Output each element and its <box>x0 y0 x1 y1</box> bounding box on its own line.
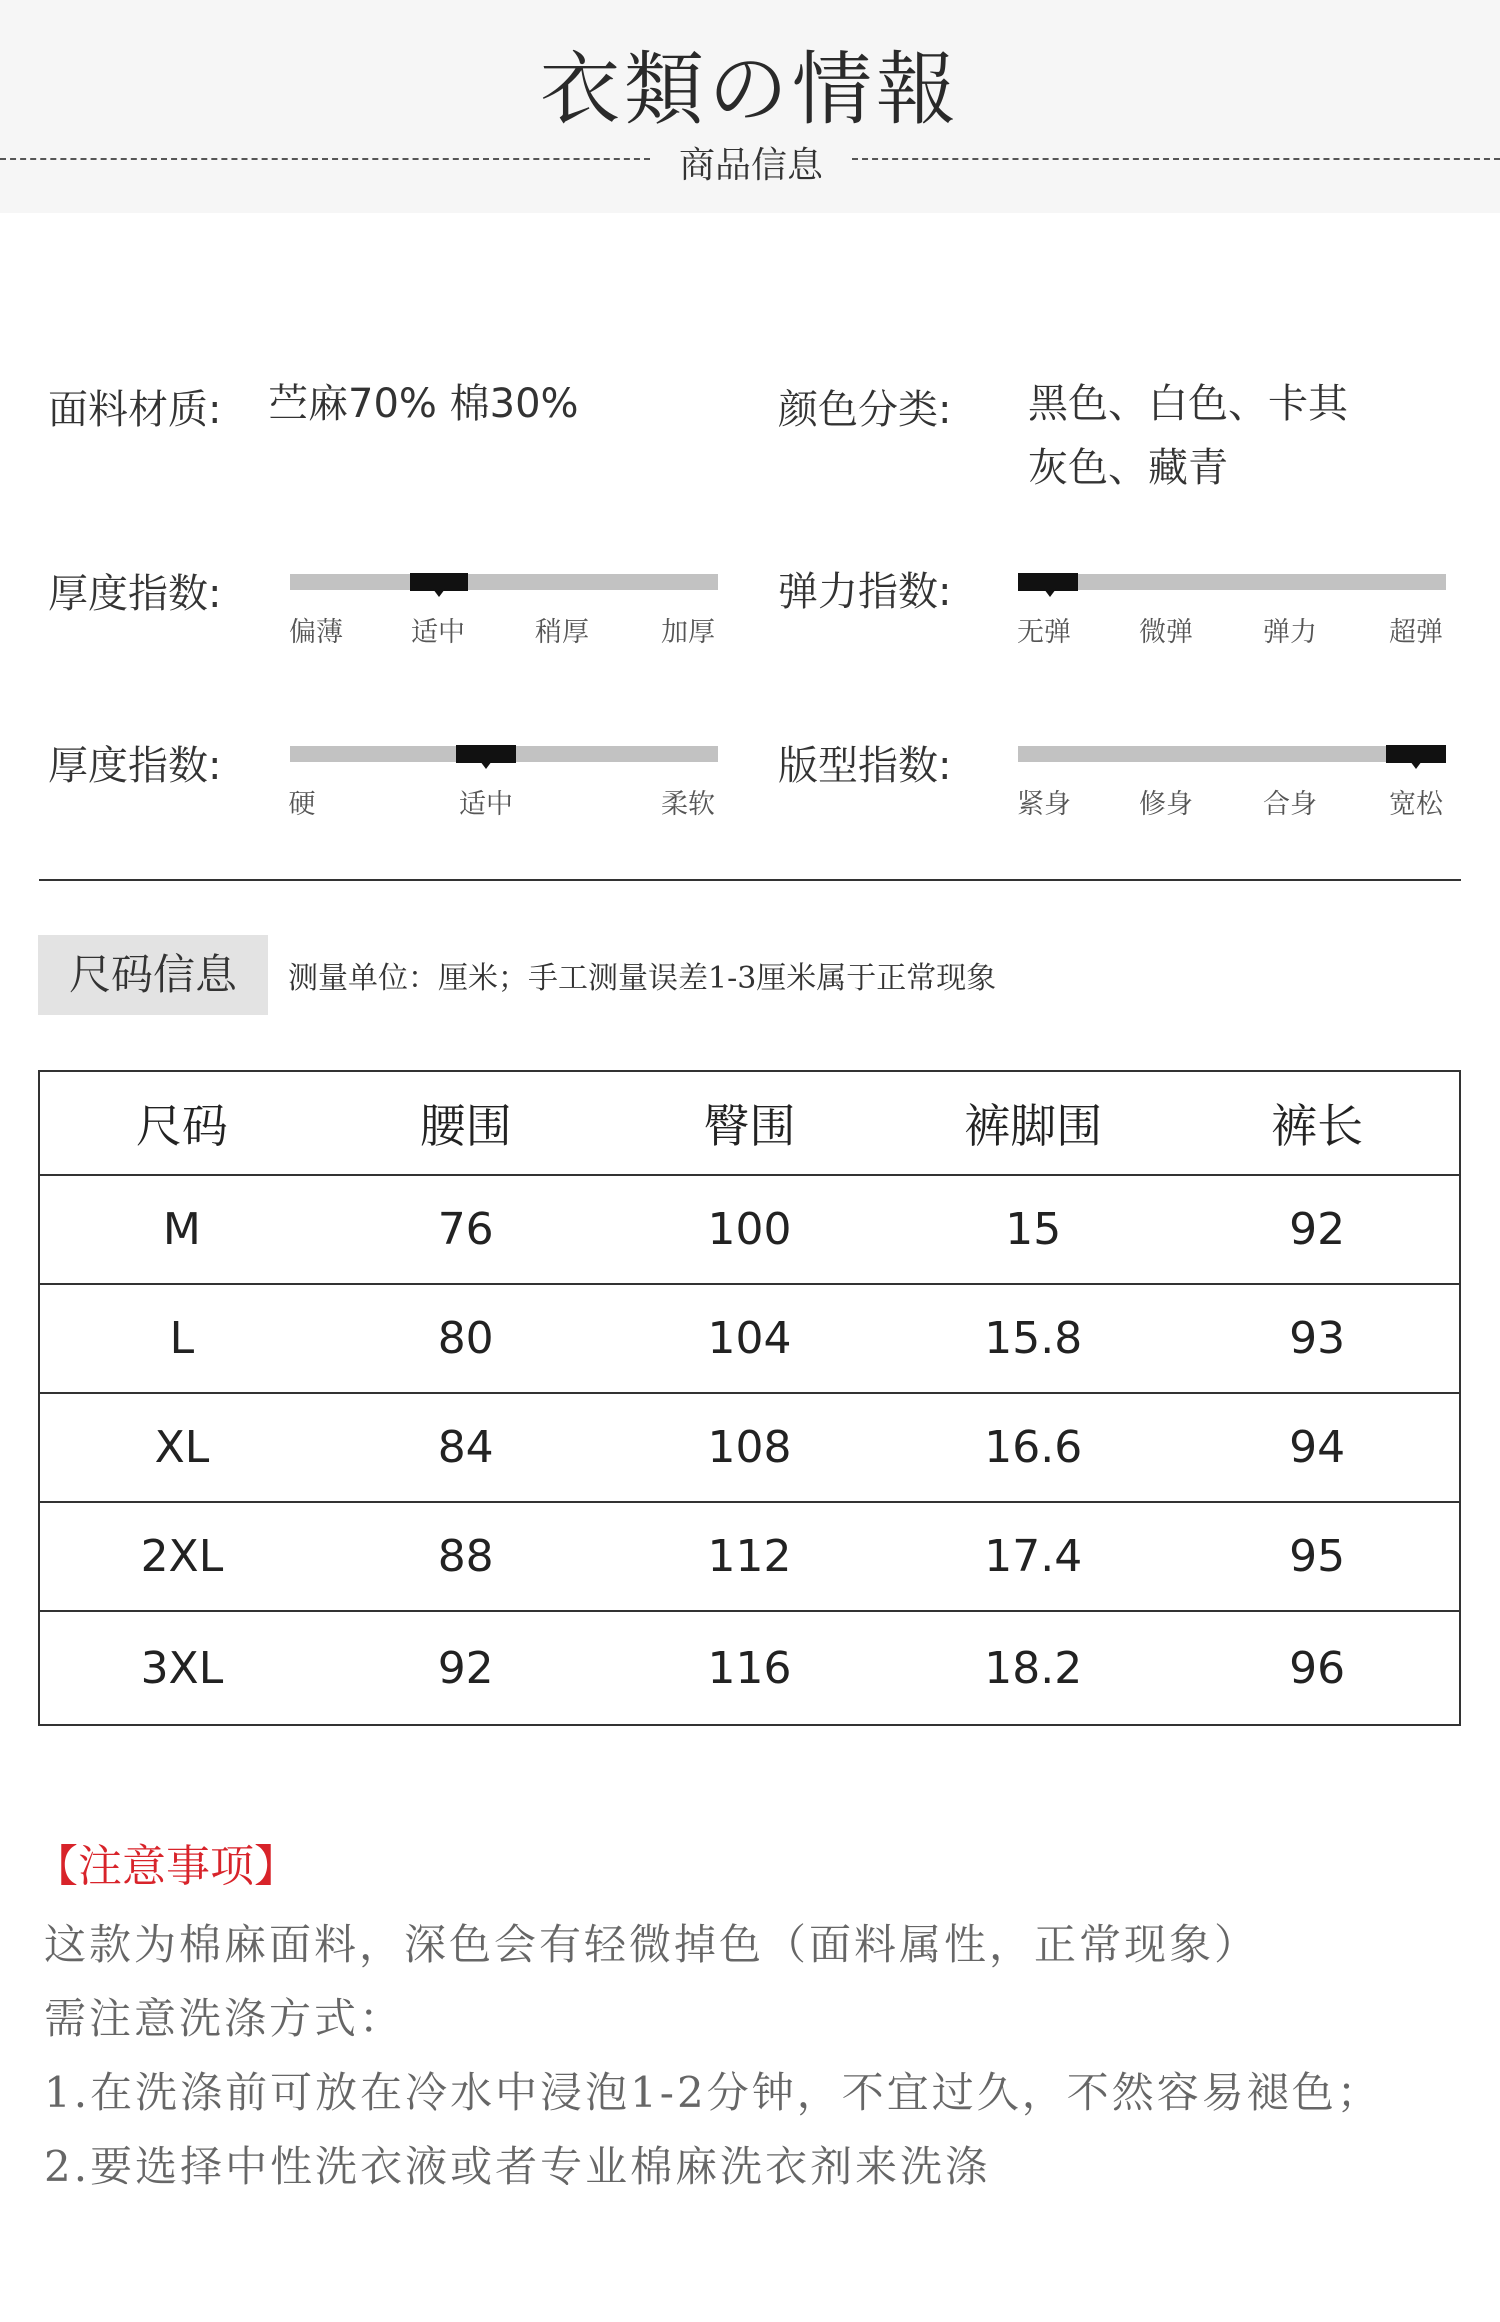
size-table-cell: 18.2 <box>984 1643 1083 1694</box>
thickness-scale-notch <box>433 589 445 597</box>
softness-tick: 硬 <box>288 789 316 820</box>
material-value: 苎麻70% 棉30% <box>268 381 579 427</box>
header-banner <box>0 0 1500 213</box>
measurement-note: 测量单位：厘米；手工测量误差1-3厘米属于正常现象 <box>288 961 997 996</box>
table-row <box>40 1503 1459 1612</box>
size-table-cell: 80 <box>437 1313 494 1364</box>
fit-tick: 合身 <box>1263 789 1317 820</box>
size-table-cell: 112 <box>707 1531 792 1582</box>
size-table-cell: XL <box>154 1422 210 1473</box>
notes-title: 【注意事项】 <box>34 1841 298 1892</box>
fit-scale-track <box>1018 746 1446 762</box>
note-line: 这款为棉麻面料，深色会有轻微掉色（面料属性，正常现象） <box>44 1920 1260 1969</box>
thickness-scale-label: 厚度指数: <box>48 571 222 617</box>
size-table-cell: 100 <box>707 1204 792 1255</box>
size-table-cell: M <box>162 1204 201 1255</box>
size-table-header-cell: 尺码 <box>135 1099 228 1153</box>
softness-scale-notch <box>480 761 492 769</box>
size-table-cell: L <box>169 1313 195 1364</box>
size-table-header-cell: 腰围 <box>419 1099 512 1153</box>
size-table-cell: 116 <box>707 1643 792 1694</box>
size-table-cell: 94 <box>1289 1422 1346 1473</box>
size-table <box>38 1070 1461 1726</box>
table-row <box>40 1285 1459 1394</box>
size-table-header-row <box>40 1072 1459 1176</box>
table-row <box>40 1394 1459 1503</box>
size-table-header-cell: 裤长 <box>1271 1099 1364 1153</box>
size-table-cell: 108 <box>707 1422 792 1473</box>
thickness-tick: 稍厚 <box>535 617 589 648</box>
fit-scale-label: 版型指数: <box>778 743 952 789</box>
elasticity-tick: 弹力 <box>1263 617 1317 648</box>
color-label: 颜色分类: <box>778 387 952 433</box>
size-table-cell: 76 <box>437 1204 494 1255</box>
size-table-cell: 95 <box>1289 1531 1346 1582</box>
elasticity-scale-label: 弹力指数: <box>778 569 952 615</box>
size-table-cell: 88 <box>437 1531 494 1582</box>
thickness-tick: 加厚 <box>661 617 715 648</box>
softness-scale-label: 厚度指数: <box>48 743 222 789</box>
size-table-cell: 17.4 <box>984 1531 1083 1582</box>
header-dashed-rule-right <box>852 158 1500 160</box>
color-value-line1: 黑色、白色、卡其 <box>1028 381 1348 427</box>
fit-scale-notch <box>1410 761 1422 769</box>
fit-tick: 宽松 <box>1389 789 1443 820</box>
page-subtitle: 商品信息 <box>678 145 823 186</box>
elasticity-scale-notch <box>1044 589 1056 597</box>
size-table-cell: 3XL <box>140 1643 224 1694</box>
note-line: 2.要选择中性洗衣液或者专业棉麻洗衣剂来洗涤 <box>44 2142 991 2191</box>
page-title: 衣類の情報 <box>540 43 960 136</box>
elasticity-tick: 无弹 <box>1017 617 1071 648</box>
fit-tick: 修身 <box>1139 789 1193 820</box>
size-table-cell: 92 <box>1289 1204 1346 1255</box>
color-value-line2: 灰色、藏青 <box>1028 445 1228 491</box>
size-table-cell: 15.8 <box>984 1313 1083 1364</box>
table-row <box>40 1176 1459 1285</box>
fit-tick: 紧身 <box>1017 789 1071 820</box>
note-line: 需注意洗涤方式： <box>44 1994 405 2043</box>
size-table-cell: 104 <box>707 1313 792 1364</box>
note-line: 1.在洗涤前可放在冷水中浸泡1-2分钟，不宜过久，不然容易褪色； <box>44 2068 1382 2117</box>
header-dashed-rule-left <box>0 158 650 160</box>
size-table-cell: 2XL <box>140 1531 224 1582</box>
elasticity-scale-track <box>1018 574 1446 590</box>
softness-tick: 适中 <box>459 789 513 820</box>
material-label: 面料材质: <box>48 387 222 433</box>
size-table-cell: 16.6 <box>984 1422 1083 1473</box>
size-table-cell: 96 <box>1289 1643 1346 1694</box>
elasticity-tick: 超弹 <box>1389 617 1443 648</box>
table-row <box>40 1612 1459 1725</box>
thickness-tick: 偏薄 <box>289 617 343 648</box>
elasticity-tick: 微弹 <box>1139 617 1193 648</box>
size-table-header-cell: 臀围 <box>703 1099 796 1153</box>
size-table-header-cell: 裤脚围 <box>964 1099 1103 1153</box>
size-table-cell: 15 <box>1005 1204 1062 1255</box>
size-table-cell: 84 <box>437 1422 494 1473</box>
size-info-tag: 尺码信息 <box>38 935 268 1015</box>
thickness-tick: 适中 <box>411 617 465 648</box>
size-table-cell: 93 <box>1289 1313 1346 1364</box>
softness-tick: 柔软 <box>661 789 715 820</box>
thickness-scale-track <box>290 574 718 590</box>
section-divider <box>39 879 1461 881</box>
size-table-cell: 92 <box>437 1643 494 1694</box>
